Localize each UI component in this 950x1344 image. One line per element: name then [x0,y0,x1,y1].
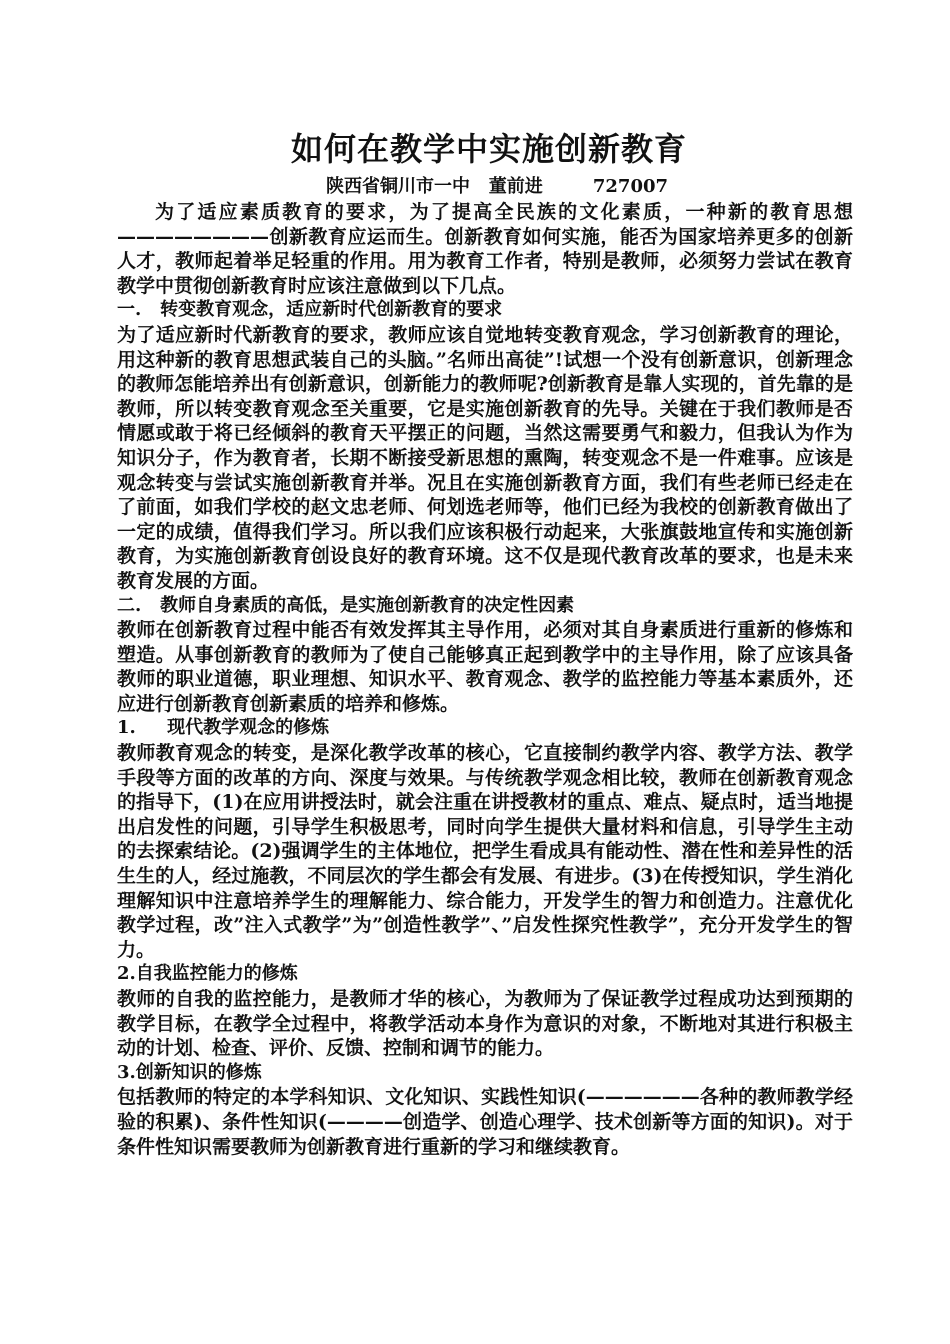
section-heading-1: 一. 转变教育观念，适应新时代创新教育的要求 [117,299,503,321]
author-byline: 陕西省铜川市一中 董前进 727007 [325,176,669,197]
subsection-body-3: 包括教师的特定的本学科知识、文化知识、实践性知识(——————各种的教师教学经验的积累)、条件性知识(————创造学、创造心理学、技术创新等方面的知识)。对于条件性知识需要教师为创新教育进行重新的学习和继续教育。 [117,1086,853,1158]
intro-paragraph: 为了适应素质教育的要求，为了提高全民族的文化素质，一种新的教育思想————————创新教育应运而生。创新教育如何实施，能否为国家培养更多的创新人才，教师起着举足轻重的作用。用为教育工作者，特别是教师，必须努力尝试在教育教学中贯彻创新教育时应该注意做到以下几点。 [117,201,853,297]
section-heading-2: 二. 教师自身素质的高低，是实施创新教育的决定性因素 [117,594,575,616]
subsection-heading-1: 1. 现代教学观念的修炼 [117,717,330,739]
subsection-body-2: 教师的自我的监控能力，是教师才华的核心，为教师为了保证教学过程成功达到预期的教学目标，在教学全过程中，将教学活动本身作为意识的对象，不断地对其进行积极主动的计划、检查、评价、反馈、控制和调节的能力。 [117,988,853,1060]
subsection-body-1: 教师教育观念的转变，是深化教学改革的核心，它直接制约教学内容、教学方法、教学手段等方面的改革的方向、深度与效果。与传统教学观念相比较，教师在创新教育观念的指导下，(1)在应用讲授法时，就会注重在讲授教材的重点、难点、疑点时，适当地提出启发性的问题，引导学生积极思考，同时向学生提供大量材料和信息，引导学生主动的去探索结论。(2)强调学生的主体地位，把学生看成具有能动性、潜在性和差异性的活生生的人，经过施教，不同层次的学生都会有发展、有进步。(3)在传授知识，学生消化理解知识中注意培养学生的理解能力、综合能力，开发学生的智力和创造力。注意优化教学过程，改”注入式教学”为”创造性教学”、”启发性探究性教学”，充分开发学生的智力。 [117,742,853,961]
subsection-heading-2: 2.自我监控能力的修炼 [117,963,298,985]
document-title: 如何在教学中实施创新教育 [290,130,687,168]
document-page [117,125,853,1159]
section-body-2: 教师在创新教育过程中能否有效发挥其主导作用，必须对其自身素质进行重新的修炼和塑造。从事创新教育的教师为了使自己能够真正起到教学中的主导作用，除了应该具备教师的职业道德，职业理想、知识水平、教育观念、教学的监控能力等基本素质外，还应进行创新教育创新素质的培养和修炼。 [117,619,853,715]
section-body-1: 为了适应新时代新教育的要求，教师应该自觉地转变教育观念，学习创新教育的理论，用这种新的教育思想武装自己的头脑。”名师出高徒”!试想一个没有创新意识，创新理念的教师怎能培养出有创新意识，创新能力的教师呢?创新教育是靠人实现的，首先靠的是教师，所以转变教育观念至关重要，它是实施创新教育的先导。关键在于我们教师是否情愿或敢于将已经倾斜的教育天平摆正的问题，当然这需要勇气和毅力，但我认为作为知识分子，作为教育者，长期不断接受新思想的熏陶，转变观念不是一件难事。应该是观念转变与尝试实施创新教育并举。况且在实施创新教育方面，我们有些老师已经走在了前面，如我们学校的赵文忠老师、何划选老师等，他们已经为我校的创新教育做出了一定的成绩，值得我们学习。所以我们应该积极行动起来，大张旗鼓地宣传和实施创新教育，为实施创新教育创设良好的教育环境。这不仅是现代教育改革的要求，也是未来教育发展的方面。 [117,323,853,592]
subsection-heading-3: 3.创新知识的修炼 [117,1061,262,1083]
